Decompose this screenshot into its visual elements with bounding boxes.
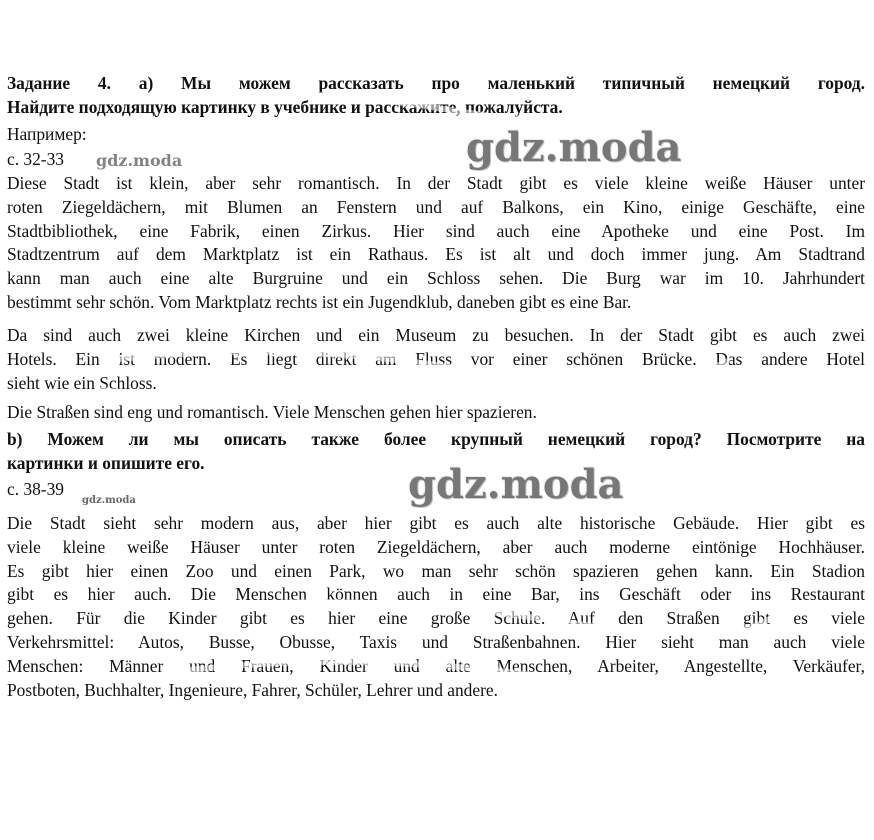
task-a-title-line1: Задание 4. а) Мы можем рассказать про маленький типичный немецкий город. (7, 73, 865, 93)
paragraph-line: Da sind auch zwei kleine Kirchen und ein Museum zu besuchen. In der Stadt gibt es auch zwei (7, 325, 865, 345)
task-b-pages: с. 38-39 (7, 479, 64, 499)
task-a-paragraph-2 (7, 324, 865, 395)
task-a-pages: с. 32-33 (7, 149, 64, 169)
paragraph-line: gibt es hier auch. Die Menschen können auch in eine Bar, ins Geschäft oder ins Restaurant (7, 584, 865, 605)
paragraph-line: viele kleine weiße Häuser unter roten Ziegeldächern, aber auch moderne eintönige Hochhäuser. (7, 536, 865, 557)
paragraph-line: sieht wie ein Schloss. (7, 372, 157, 393)
paragraph-line: roten Ziegeldächern, mit Blumen an Fenstern und auf Balkons, ein Kino, einige Geschäfte, eine (7, 196, 865, 217)
paragraph-line: Hotels. Ein ist modern. Es liegt direkt am Fluss vor einer schönen Brücke. Das andere Hotel (7, 348, 865, 369)
task-a-paragraph-1 (7, 172, 865, 315)
paragraph-line: Stadtbibliothek, eine Fabrik, einen Zirkus. Hier sind auch eine Apotheke und eine Post. Im (7, 220, 865, 241)
task-b-title-line1: b) Можем ли мы описать также более крупный немецкий город? Посмотрите на (7, 429, 865, 449)
watermark-logo-tiny: gdz.moda (82, 495, 136, 506)
example-label: Например: (7, 124, 87, 144)
paragraph-line: Verkehrsmittel: Autos, Busse, Obusse, Taxis und Straßenbahnen. Hier sieht man auch viele (7, 631, 865, 652)
paragraph-line: bestimmt sehr schön. Vom Marktplatz rechts ist ein Jugendklub, daneben gibt es eine Bar. (7, 291, 632, 312)
paragraph-line: gehen. Für die Kinder gibt es hier eine große Schule. Auf den Straßen gibt es viele (7, 608, 865, 629)
task-a-paragraph-3: Die Straßen sind eng und romantisch. Viele Menschen gehen hier spazieren. (7, 402, 537, 422)
paragraph-line: Stadtzentrum auf dem Marktplatz ist ein Rathaus. Es ist alt und doch immer jung. Am Stadtrand (7, 244, 865, 265)
paragraph-line: Es gibt hier einen Zoo und einen Park, wo man sehr schön spazieren gehen kann. Ein Stadion (7, 560, 865, 581)
paragraph-line: Menschen: Männer und Frauen, Kinder und alte Menschen, Arbeiter, Angestellte, Verkäufer, (7, 655, 865, 676)
watermark-logo: gdz.moda (408, 461, 624, 508)
paragraph-line: Diese Stadt ist klein, aber sehr romantisch. In der Stadt gibt es viele kleine weiße Häuser unter (7, 173, 865, 193)
watermark-logo: gdz.moda (466, 124, 682, 171)
paragraph-line: Postboten, Buchhalter, Ingenieure, Fahrer, Schüler, Lehrer und andere. (7, 679, 498, 700)
task-b-title-line2: картинки и опишите его. (7, 452, 205, 473)
paragraph-line: kann man auch eine alte Burgruine und ein Schloss sehen. Die Burg war im 10. Jahrhundert (7, 268, 865, 289)
watermark-logo-small: gdz.moda (96, 151, 183, 170)
paragraph-line: Die Stadt sieht sehr modern aus, aber hier gibt es auch alte historische Gebäude. Hier gibt es (7, 513, 865, 533)
task-a-title-line2: Найдите подходящую картинку в учебнике и расскажите, пожалуйста. (7, 96, 563, 117)
task-b-paragraph (7, 512, 865, 702)
task-a-heading (7, 72, 865, 120)
